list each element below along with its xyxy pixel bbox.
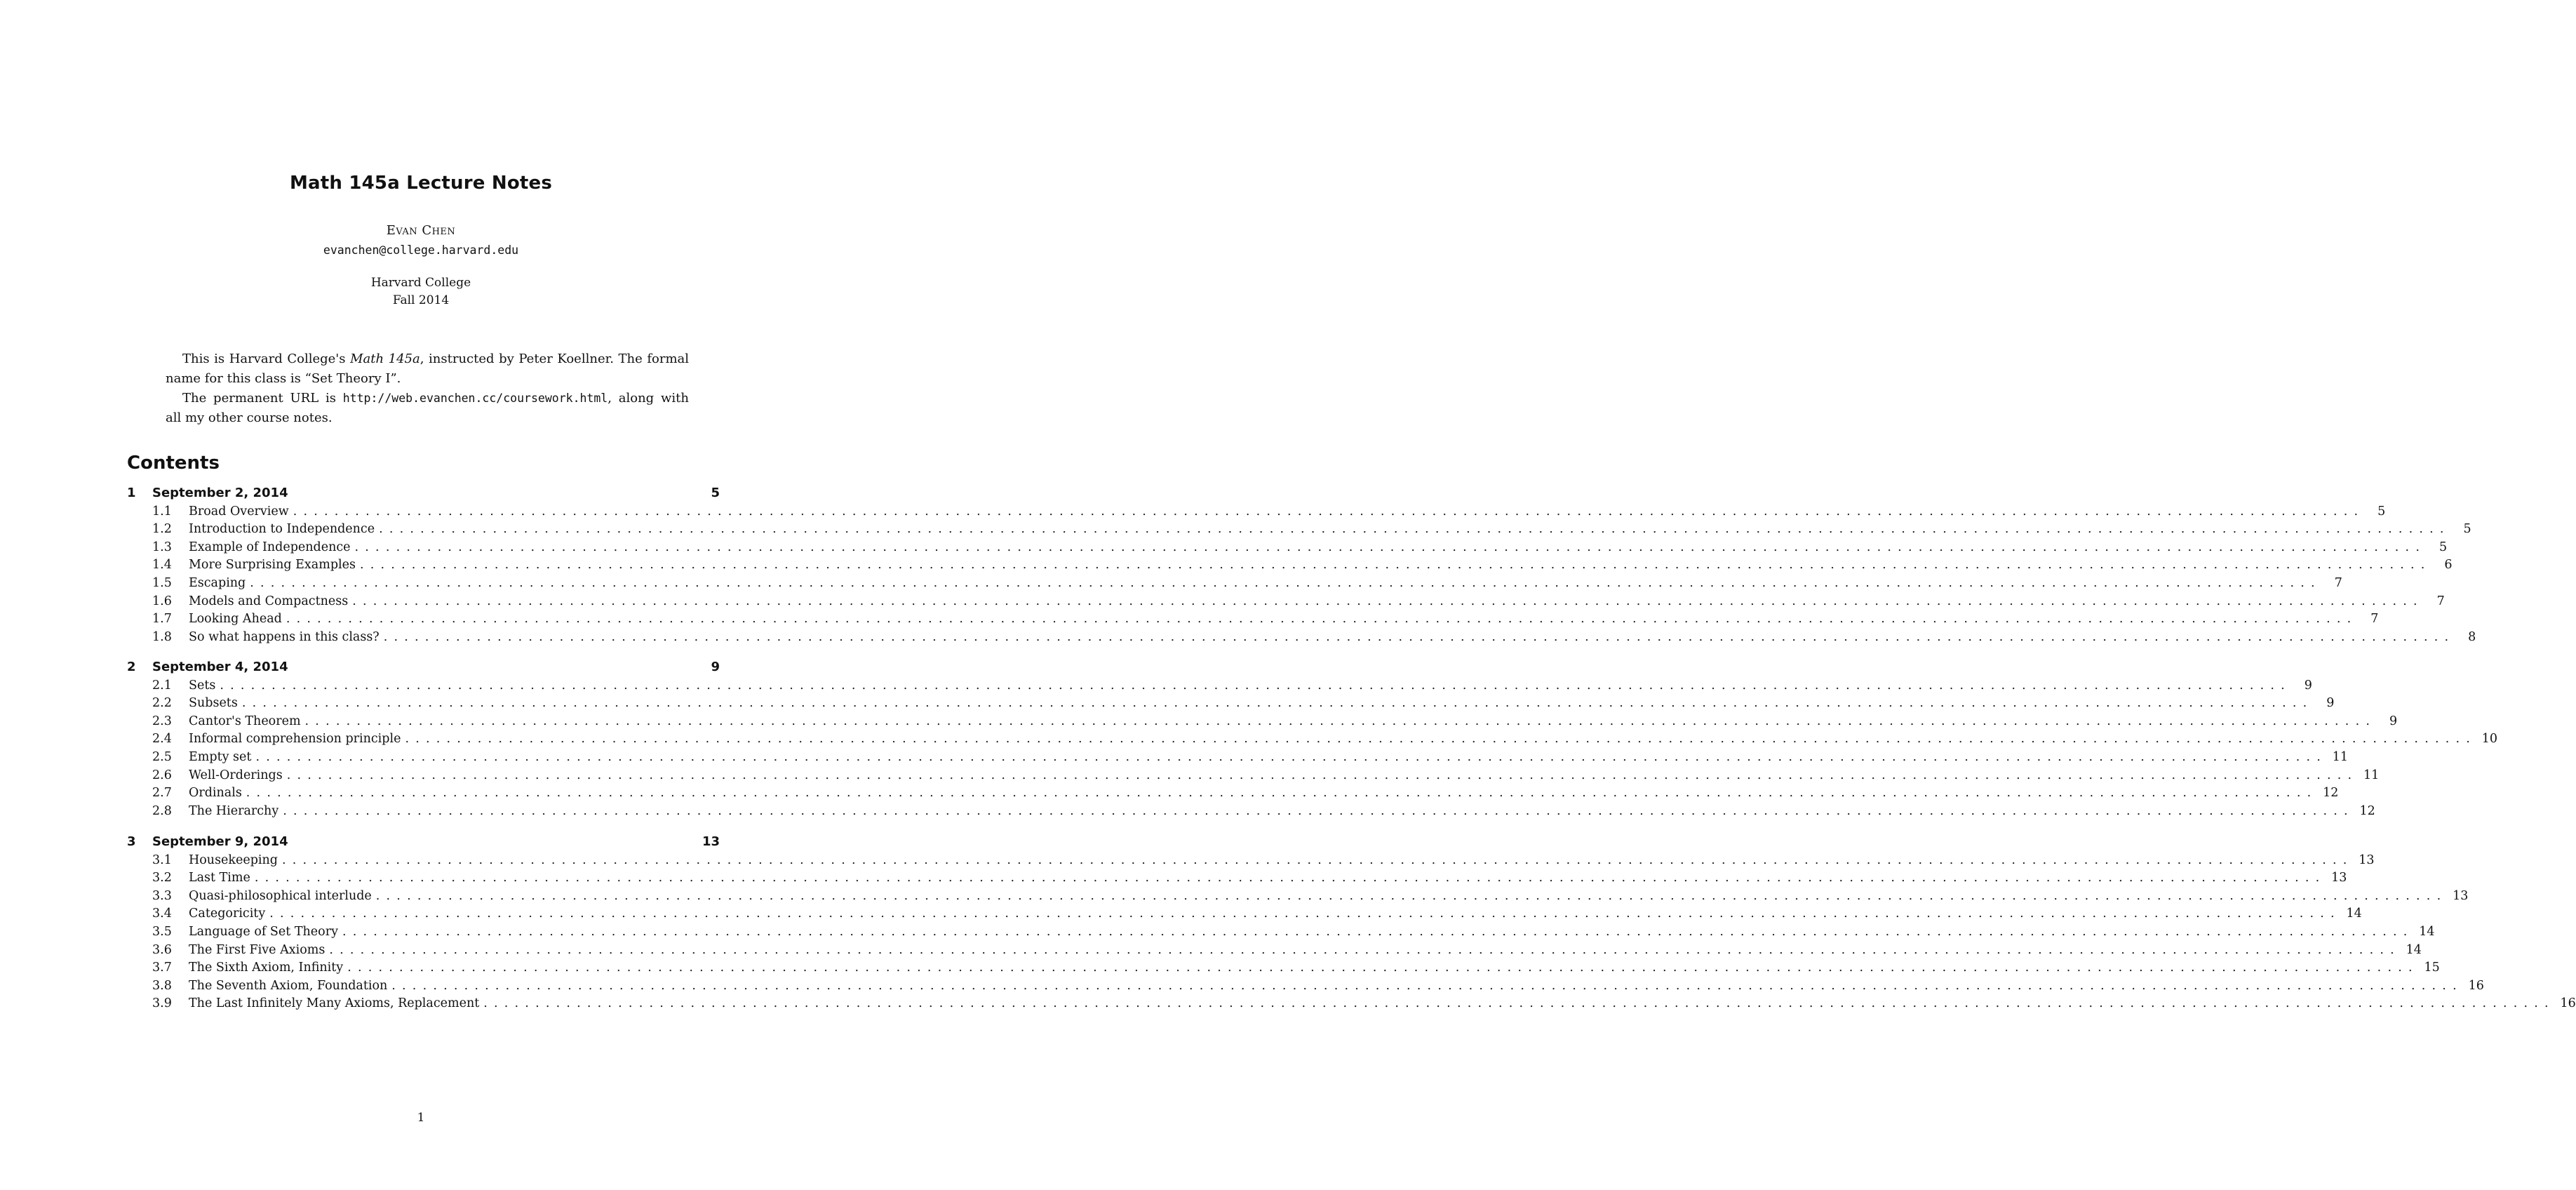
course-name: Math 145a [350, 352, 420, 366]
author-email[interactable]: evanchen@college.harvard.edu [323, 243, 519, 257]
toc-section-number: 3.8 [152, 978, 172, 993]
toc-leader-dots: ........................................................................................................................................................................................................ [254, 871, 2326, 885]
toc-section-number: 3.9 [152, 996, 172, 1011]
toc-section-page: 7 [2334, 576, 2342, 590]
toc-section-entry[interactable] [127, 676, 2312, 695]
toc-leader-dots: ........................................................................................................................................................................................................ [220, 678, 2291, 693]
toc-leader-dots: ........................................................................................................................................................................................................ [286, 768, 2359, 782]
toc-section-title: So what happens in this class? [189, 629, 380, 644]
toc-section-page: 14 [2419, 925, 2435, 939]
toc-section-number: 1.3 [152, 540, 172, 554]
toc-section-entry[interactable] [127, 556, 2453, 574]
toc-section-entry[interactable] [127, 851, 2375, 869]
toc-section-title: Sets [189, 678, 216, 693]
toc-section-page: 14 [2406, 942, 2422, 957]
abstract-paragraph-2 [166, 389, 689, 428]
toc-section-entry[interactable] [127, 574, 2342, 592]
toc-section-title: Last Time [189, 871, 250, 885]
toc-section-number: 3.6 [152, 942, 172, 957]
term: Fall 2014 [392, 293, 450, 307]
toc-leader-dots: ........................................................................................................................................................................................................ [342, 925, 2414, 939]
toc-section-page: 16 [2468, 978, 2484, 993]
toc-section-page: 7 [2370, 612, 2379, 627]
toc-section-page: 15 [2424, 961, 2440, 975]
toc-leader-dots: ........................................................................................................................................................................................................ [354, 540, 2427, 554]
toc-section-number: 3.2 [152, 871, 172, 885]
toc-leader-dots: ........................................................................................................................................................................................................ [391, 978, 2463, 993]
toc-section-number: 2.5 [152, 750, 172, 764]
toc-leader-dots: ........................................................................................................................................................................................................ [283, 803, 2354, 818]
toc-section-number: 3.7 [152, 961, 172, 975]
toc-section-page: 9 [2304, 678, 2312, 693]
toc-section-entry[interactable] [127, 712, 2398, 730]
toc-section-number: 2.4 [152, 732, 172, 747]
toc-section-page: 13 [2359, 853, 2375, 867]
toc-section-number: 3.5 [152, 925, 172, 939]
toc-leader-dots: ........................................................................................................................................................................................................ [269, 907, 2341, 921]
toc-leader-dots: ........................................................................................................................................................................................................ [282, 853, 2354, 867]
toc-section-page: 5 [2377, 504, 2386, 519]
toc-chapter-page: 9 [711, 660, 720, 674]
abstract-text: This is Harvard College's [182, 352, 351, 366]
toc-section-title: The Hierarchy [189, 803, 279, 818]
toc-leader-dots: ........................................................................................................................................................................................................ [352, 594, 2424, 608]
toc-section-number: 1.2 [152, 522, 172, 537]
toc-section-number: 1.8 [152, 629, 172, 644]
toc-section-title: Looking Ahead [189, 612, 282, 627]
abstract-paragraph-1 [166, 349, 689, 389]
toc-section-page: 13 [2331, 871, 2347, 885]
toc-section-title: Escaping [189, 576, 246, 590]
toc-section-number: 1.6 [152, 594, 172, 608]
toc-chapter-entry[interactable] [127, 833, 720, 851]
toc-section-number: 2.2 [152, 696, 172, 711]
toc-section-page: 8 [2468, 629, 2476, 644]
toc-section-page: 9 [2326, 696, 2335, 711]
toc-chapter-title: September 9, 2014 [152, 834, 288, 849]
toc-section-title: Broad Overview [189, 504, 289, 519]
toc-section-number: 3.4 [152, 907, 172, 921]
toc-section-title: Ordinals [189, 786, 242, 801]
toc-section-title: The Seventh Axiom, Foundation [189, 978, 388, 993]
toc-section-number: 3.3 [152, 888, 172, 903]
toc-section-page: 11 [2332, 750, 2348, 764]
toc-section-entry[interactable] [127, 784, 2339, 802]
toc-leader-dots: ........................................................................................................................................................................................................ [379, 522, 2450, 537]
toc-section-title: More Surprising Examples [189, 558, 356, 573]
toc-leader-dots: ........................................................................................................................................................................................................ [241, 696, 2314, 711]
toc-section-entry[interactable] [127, 802, 2375, 820]
toc-section-title: Quasi-philosophical interlude [189, 888, 372, 903]
toc-section-entry[interactable] [127, 748, 2348, 766]
toc-section-title: Introduction to Independence [189, 522, 375, 537]
toc-section-entry[interactable] [127, 869, 2347, 887]
toc-chapter-entry[interactable] [127, 658, 720, 676]
toc-section-page: 9 [2389, 714, 2398, 728]
toc-section-title: The Last Infinitely Many Axioms, Replacement [189, 996, 480, 1011]
toc-section-title: Empty set [189, 750, 252, 764]
toc-section-page: 7 [2436, 594, 2445, 608]
toc-section-page: 6 [2444, 558, 2453, 573]
toc-section-entry[interactable] [127, 520, 2471, 538]
toc-section-page: 12 [2359, 803, 2375, 818]
toc-section-number: 2.6 [152, 768, 172, 782]
toc-leader-dots: ........................................................................................................................................................................................................ [329, 942, 2401, 957]
toc-section-entry[interactable] [127, 941, 2422, 959]
toc-section-number: 2.8 [152, 803, 172, 818]
toc-section-title: The Sixth Axiom, Infinity [189, 961, 344, 975]
toc-section-title: The First Five Axioms [189, 942, 326, 957]
toc-section-entry[interactable] [127, 538, 2448, 556]
toc-section-entry[interactable] [127, 904, 2362, 923]
toc-section-entry[interactable] [127, 694, 2335, 712]
contents-heading: Contents [127, 453, 220, 474]
toc-chapter-number: 2 [127, 660, 136, 674]
toc-leader-dots: ........................................................................................................................................................................................................ [286, 612, 2358, 627]
toc-section-number: 1.7 [152, 612, 172, 627]
toc-chapter-entry[interactable] [127, 484, 720, 502]
affiliation: Harvard College [370, 276, 471, 290]
document-title: Math 145a Lecture Notes [289, 173, 553, 194]
toc-leader-dots: ........................................................................................................................................................................................................ [255, 750, 2327, 764]
toc-section-entry[interactable] [127, 766, 2380, 784]
toc-section-entry[interactable] [127, 730, 2498, 748]
toc-section-title: Language of Set Theory [189, 925, 338, 939]
toc-section-title: Housekeeping [189, 853, 278, 867]
toc-section-entry[interactable] [127, 994, 2576, 1012]
toc-section-number: 2.7 [152, 786, 172, 801]
toc-section-number: 1.4 [152, 558, 172, 573]
toc-section-page: 16 [2560, 996, 2576, 1011]
toc-section-title: Categoricity [189, 907, 266, 921]
toc-leader-dots: ........................................................................................................................................................................................................ [246, 786, 2318, 801]
toc-leader-dots: ........................................................................................................................................................................................................ [250, 576, 2321, 590]
toc-leader-dots: ........................................................................................................................................................................................................ [405, 732, 2477, 747]
toc-section-entry[interactable] [127, 923, 2435, 941]
toc-section-page: 14 [2346, 907, 2362, 921]
toc-section-title: Subsets [189, 696, 238, 711]
page-number: 1 [417, 1111, 425, 1125]
toc-section-page: 13 [2453, 888, 2469, 903]
toc-leader-dots: ........................................................................................................................................................................................................ [483, 996, 2555, 1011]
toc-leader-dots: ........................................................................................................................................................................................................ [347, 961, 2419, 975]
toc-section-entry[interactable] [127, 610, 2379, 628]
toc-section-title: Well-Orderings [189, 768, 283, 782]
toc-section-entry[interactable] [127, 592, 2445, 610]
toc-leader-dots: ........................................................................................................................................................................................................ [383, 629, 2455, 644]
toc-chapter-title: September 2, 2014 [152, 486, 288, 500]
toc-section-page: 12 [2323, 786, 2339, 801]
toc-section-number: 2.1 [152, 678, 172, 693]
toc-section-entry[interactable] [127, 887, 2469, 905]
abstract-text: , instructed by Peter Koellner. The formal name for this class is “Set Theory I”. [166, 352, 689, 386]
toc-section-title: Example of Independence [189, 540, 351, 554]
toc-leader-dots: ........................................................................................................................................................................................................ [293, 504, 2365, 519]
toc-section-title: Cantor's Theorem [189, 714, 301, 728]
toc-section-page: 5 [2439, 540, 2448, 554]
toc-section-number: 2.3 [152, 714, 172, 728]
abstract [166, 349, 689, 428]
toc-section-page: 5 [2463, 522, 2471, 537]
toc-section-page: 10 [2481, 732, 2498, 747]
toc-section-number: 1.5 [152, 576, 172, 590]
abstract-text: , along with all my other course notes. [166, 391, 689, 425]
permanent-url-link[interactable]: http://web.evanchen.cc/coursework.html [342, 392, 608, 405]
toc-section-number: 3.1 [152, 853, 172, 867]
toc-section-page: 11 [2363, 768, 2380, 782]
toc-chapter-title: September 4, 2014 [152, 660, 288, 674]
toc-leader-dots: ........................................................................................................................................................................................................ [375, 888, 2448, 903]
toc-leader-dots: ........................................................................................................................................................................................................ [304, 714, 2377, 728]
toc-chapter-number: 1 [127, 486, 136, 500]
toc-section-entry[interactable] [127, 958, 2440, 977]
toc-section-title: Models and Compactness [189, 594, 349, 608]
toc-section-number: 1.1 [152, 504, 172, 519]
toc-section-entry[interactable] [127, 977, 2484, 995]
toc-leader-dots: ........................................................................................................................................................................................................ [359, 558, 2431, 573]
toc-section-entry[interactable] [127, 628, 2476, 646]
abstract-text: The permanent URL is [182, 391, 343, 406]
toc-section-entry[interactable] [127, 502, 2386, 521]
author-name: Evan Chen [386, 223, 456, 238]
toc-chapter-page: 13 [702, 834, 720, 849]
toc-section-title: Informal comprehension principle [189, 732, 401, 747]
toc-chapter-page: 5 [711, 486, 720, 500]
toc-chapter-number: 3 [127, 834, 136, 849]
